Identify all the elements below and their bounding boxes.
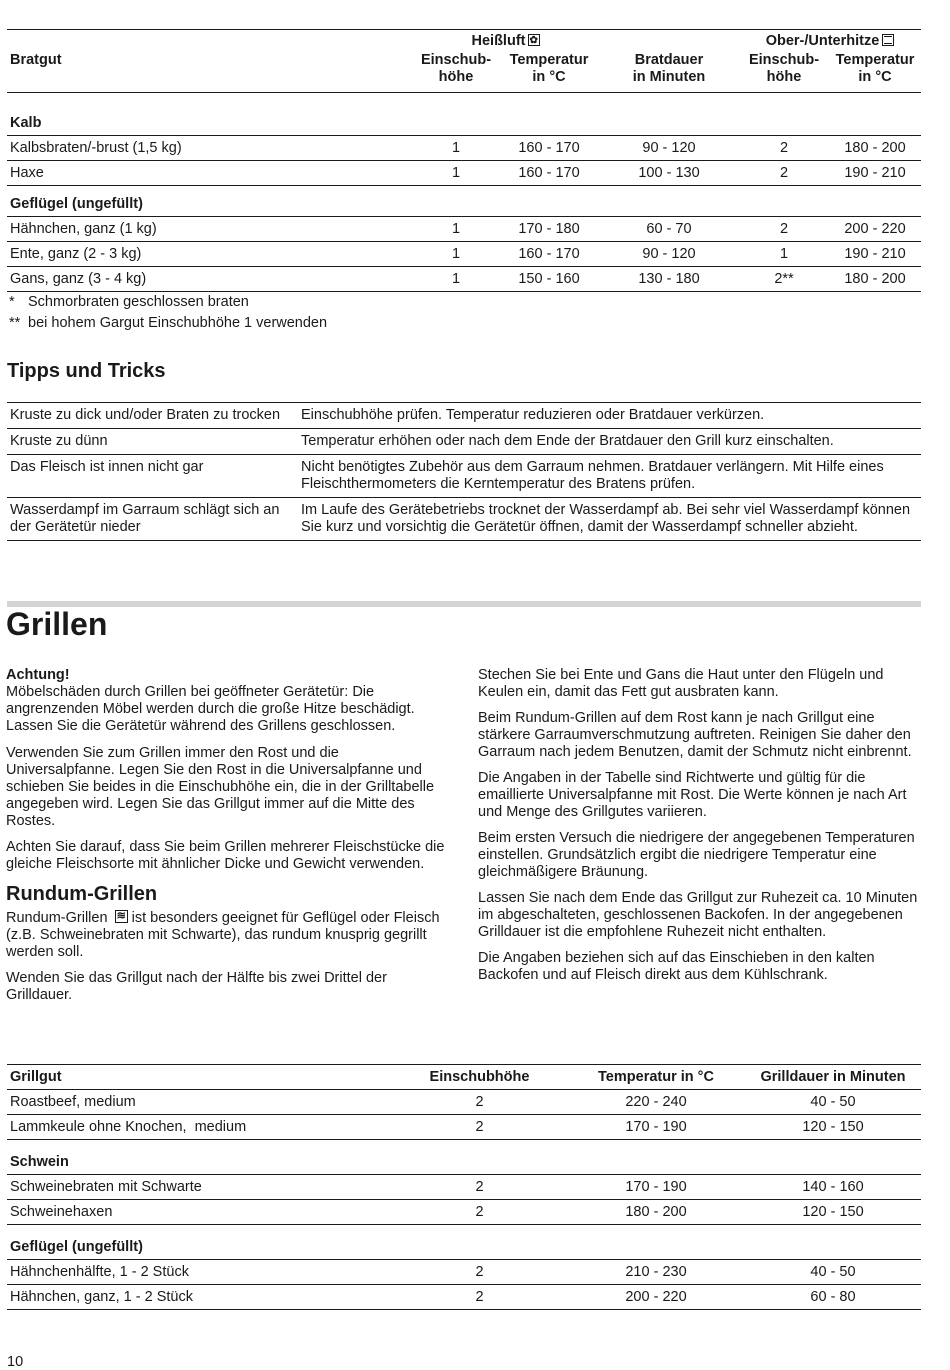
col-bratgut: Bratgut [10,52,62,68]
col-grillgut: Grillgut [10,1069,62,1085]
paragraph: Stechen Sie bei Ente und Gans die Haut unter den Flügeln und Keulen ein, damit das Fett gut ausbraten kann. [478,667,884,700]
table-row: Schweinebraten mit Schwarte 2 170 - 190 140 - 160 [7,1175,921,1200]
tips-row: Kruste zu dünn Temperatur erhöhen oder nach dem Ende der Bratdauer den Grill kurz einschalten. [7,429,921,455]
table-row: Gans, ganz (3 - 4 kg) 1 150 - 160 130 - 180 2** 180 - 200 [7,267,921,292]
grillen-heading: Grillen [6,606,108,642]
footnotes [9,292,327,334]
table-row: Hähnchen, ganz (1 kg) 1 170 - 180 60 - 70 2 200 - 220 [7,217,921,242]
grillen-right-column [478,667,918,993]
table-row: Kalbsbraten/-brust (1,5 kg) 1 160 - 170 90 - 120 2 180 - 200 [7,136,921,161]
footnote: * Schmorbraten geschlossen braten [9,294,249,310]
table-row: Hähnchen, ganz, 1 - 2 Stück 2 200 - 220 60 - 80 [7,1285,921,1310]
hot-air-fan-icon [528,34,540,46]
category-row: Kalb [7,105,921,136]
table-row: Lammkeule ohne Knochen, medium 2 170 - 190 120 - 150 [7,1115,921,1140]
col-o-einschub: Einschub- höhe [748,52,820,85]
top-bottom-heat-icon [882,34,894,46]
tips-table [7,402,921,541]
col-o-temp: Temperatur in °C [835,52,915,85]
grill-table [7,1064,921,1310]
heissluft-group-header: Heißluft✿ [413,30,599,53]
rundum-paragraph: Rundum-Grillen ≋ ist besonders geeignet für Geflügel oder Fleisch (z.B. Schweinebraten mit Schwarte), das rundum knusprig gegrillt werden soll. [6,910,446,961]
category-row: Geflügel (ungefüllt) [7,186,921,217]
paragraph: Beim ersten Versuch die niedrigere der angegebenen Temperaturen einstellen. Grundsätzlich ergibt die niedrigere Temperatur eine gleichmäßigere Bräunung. [478,830,915,880]
paragraph: Wenden Sie das Grillgut nach der Hälfte bis zwei Drittel der Grilldauer. [6,970,387,1003]
warning-title: Achtung! [6,667,70,683]
ober-unterhitze-group-header: Ober-/Unterhitze [739,30,921,53]
section-divider [7,601,921,607]
grillen-left-column [6,667,446,1013]
paragraph: Achten Sie darauf, dass Sie beim Grillen mehrerer Fleischstücke die gleiche Fleischsorte mit ähnlicher Dicke und Gewicht verwenden. [6,839,445,872]
col-temperatur: Temperatur in °C [598,1069,714,1085]
tips-row: Das Fleisch ist innen nicht gar Nicht benötigtes Zubehör aus dem Garraum nehmen. Bratdauer verlängern. Mit Hilfe eines Fleischthermometers die Kerntemperatur des Bratens prüfen. [7,455,921,498]
table-row: Ente, ganz (2 - 3 kg) 1 160 - 170 90 - 120 1 190 - 210 [7,242,921,267]
table-row: Schweinehaxen 2 180 - 200 120 - 150 [7,1200,921,1225]
paragraph: Beim Rundum-Grillen auf dem Rost kann je nach Grillgut eine stärkere Garraumverschmutzung auftreten. Reinigen Sie daher den Garraum nach jedem Benutzen, damit der Schmutz nicht einbrennt. [478,710,912,760]
col-h-temp: Temperatur in °C [509,52,589,85]
col-einschubhoehe: Einschubhöhe [429,1069,530,1085]
paragraph: Verwenden Sie zum Grillen immer den Rost und die Universalpfanne. Legen Sie den Rost in die Universalpfanne und schieben Sie beides in die Einschubhöhe ein, die in der Grilltabelle angegeben wird. Legen Sie das Grillgut immer auf die Mitte des Rostes. [6,745,435,829]
paragraph: Die Angaben in der Tabelle sind Richtwerte und gültig für die emaillierte Universalpfanne mit Rost. Die Werte können je nach Art und Menge des Grillgutes variieren. [478,770,907,820]
tips-row: Kruste zu dick und/oder Braten zu trocken Einschubhöhe prüfen. Temperatur reduzieren oder Bratdauer verkürzen. [7,403,921,429]
col-grilldauer: Grilldauer in Minuten [760,1069,906,1085]
roast-table [7,29,921,292]
warning-text: Möbelschäden durch Grillen bei geöffneter Gerätetür: Die angrenzenden Möbel werden durch die große Hitze beschädigt. Lassen Sie die Gerätetür während des Grillens geschlossen. [6,684,415,734]
table-row: Roastbeef, medium 2 220 - 240 40 - 50 [7,1090,921,1115]
table-row: Haxe 1 160 - 170 100 - 130 2 190 - 210 [7,161,921,186]
footnote: ** bei hohem Gargut Einschubhöhe 1 verwenden [9,315,328,331]
rundum-grillen-heading: Rundum-Grillen [6,883,158,905]
paragraph: Lassen Sie nach dem Ende das Grillgut zur Ruhezeit ca. 10 Minuten im abgeschalteten, geschlossenen Backofen. In der angegebenen Grilldauer ist die empfohlene Ruhezeit nicht enthalten. [478,890,918,940]
table-row: Hähnchenhälfte, 1 - 2 Stück 2 210 - 230 40 - 50 [7,1260,921,1285]
category-row: Schwein [7,1150,921,1175]
paragraph: Die Angaben beziehen sich auf das Einschieben in den kalten Backofen und auf Fleisch direkt aus dem Kühlschrank. [478,950,875,983]
category-row: Geflügel (ungefüllt) [7,1235,921,1260]
page-number: 10 [7,1354,24,1370]
circulating-grill-icon [115,910,128,923]
tips-row: Wasserdampf im Garraum schlägt sich an der Gerätetür nieder Im Laufe des Gerätebetriebs trocknet der Wasserdampf ab. Bei sehr viel Wasserdampf können Sie kurz und vorsichtig die Gerätetür öffnen, damit der Wasserdampf schneller abzieht. [7,498,921,541]
tips-heading: Tipps und Tricks [7,360,166,382]
col-bratdauer: Bratdauer in Minuten [632,52,706,85]
col-h-einschub: Einschub- höhe [420,52,492,85]
